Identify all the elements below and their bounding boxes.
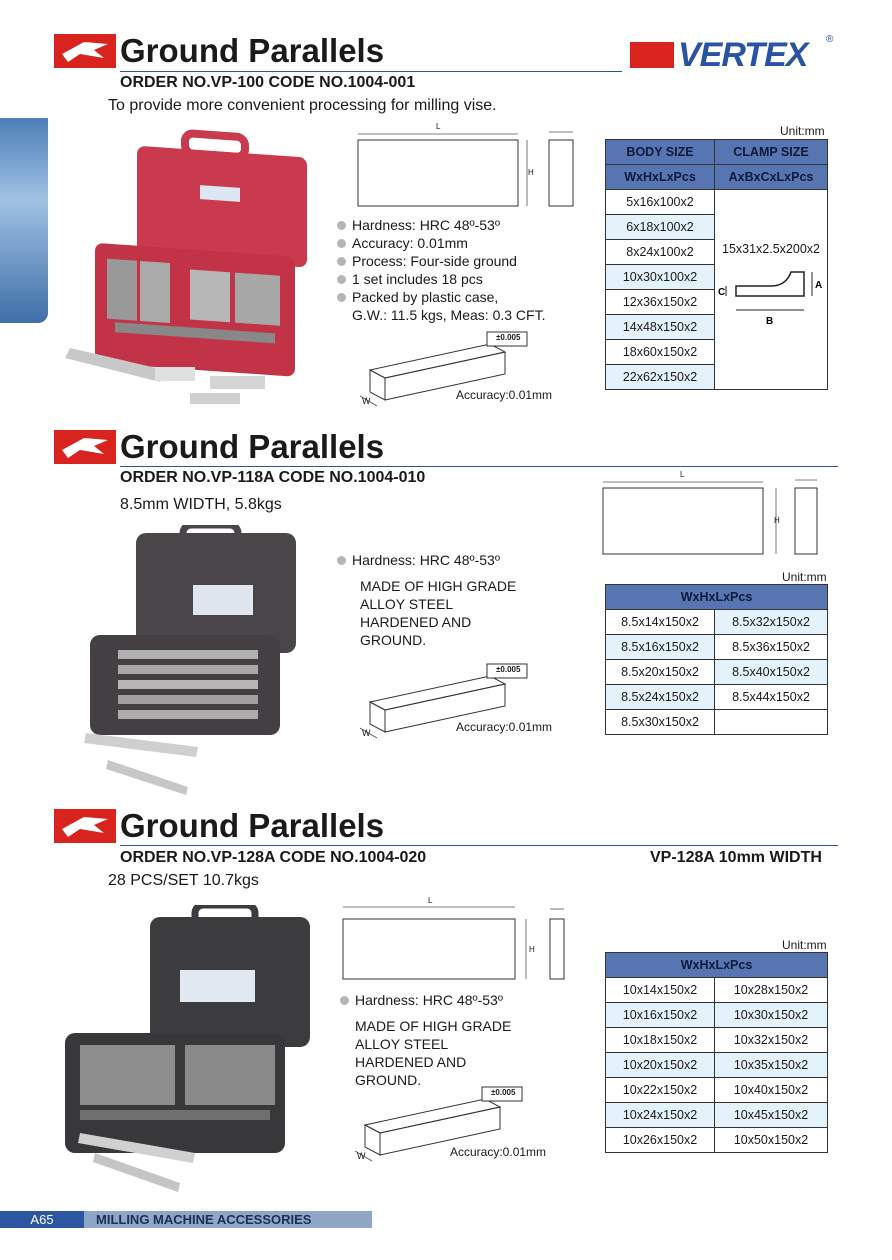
dim-label-l: L — [428, 896, 433, 905]
table-cell: 8.5x40x150x2 — [715, 660, 828, 685]
tolerance-label: ±0.005 — [491, 1088, 516, 1097]
order-number: ORDER NO.VP-100 CODE NO.1004-001 — [120, 74, 416, 91]
table-cell: 5x16x100x2 — [606, 190, 715, 215]
note-line: ALLOY STEEL — [355, 1036, 449, 1052]
brand-name: VERTEX — [678, 36, 808, 74]
order-number: ORDER NO.VP-118A CODE NO.1004-010 — [120, 469, 426, 486]
table-cell: 10x18x150x2 — [606, 1028, 715, 1053]
spec-item: Hardness: HRC 48º-53º — [337, 216, 545, 234]
table-subheader: AxBxCxLxPcs — [715, 165, 828, 190]
table-cell: 10x14x150x2 — [606, 978, 715, 1003]
spec-item-continued: G.W.: 11.5 kgs, Meas: 0.3 CFT. — [352, 307, 546, 323]
bullet-icon — [337, 556, 346, 565]
spec-item: Hardness: HRC 48º-53º — [337, 551, 516, 569]
title-rule — [120, 466, 838, 467]
accuracy-label: Accuracy:0.01mm — [456, 388, 553, 402]
size-table — [605, 139, 828, 390]
dim-label-h: H — [529, 945, 535, 954]
table-cell: 22x62x150x2 — [606, 365, 715, 390]
dim-label-h: H — [528, 168, 534, 177]
table-cell: 10x45x150x2 — [715, 1103, 828, 1128]
dim-label-w: W — [357, 1151, 366, 1161]
clamp-size-cell — [715, 190, 828, 390]
footer-category: MILLING MACHINE ACCESSORIES — [96, 1212, 312, 1227]
note-line: GROUND. — [360, 632, 427, 648]
dim-label-l: L — [680, 470, 685, 479]
section-subtitle: 8.5mm WIDTH, 5.8kgs — [120, 496, 282, 513]
bullet-icon — [340, 996, 349, 1005]
spec-list — [337, 551, 516, 649]
section-title: Ground Parallels — [120, 428, 385, 465]
spec-list — [337, 216, 545, 324]
table-cell: 8x24x100x2 — [606, 240, 715, 265]
section-title: Ground Parallels — [120, 32, 385, 69]
note-line: HARDENED AND — [355, 1054, 467, 1070]
clamp-label-a: A — [815, 280, 823, 291]
note-line: HARDENED AND — [360, 614, 472, 630]
eagle-logo-icon — [54, 430, 116, 464]
note-line: ALLOY STEEL — [360, 596, 454, 612]
note-line: GROUND. — [355, 1072, 422, 1088]
tolerance-label: ±0.005 — [496, 665, 521, 674]
eagle-logo-icon — [54, 809, 116, 843]
dim-label-w: W — [362, 728, 371, 738]
dimension-diagram — [340, 895, 570, 985]
table-cell: 12x36x150x2 — [606, 290, 715, 315]
product-photo-dark-case — [78, 525, 308, 805]
section-subtitle: 28 PCS/SET 10.7kgs — [108, 872, 259, 889]
table-cell: 8.5x16x150x2 — [606, 635, 715, 660]
unit-label: Unit:mm — [782, 570, 827, 584]
table-cell: 10x30x150x2 — [715, 1003, 828, 1028]
accuracy-label: Accuracy:0.01mm — [456, 720, 553, 734]
table-cell: 8.5x30x150x2 — [606, 710, 715, 735]
clamp-size-value: 15x31x2.5x200x2 — [722, 242, 820, 256]
bullet-icon — [337, 239, 346, 248]
bullet-icon — [337, 275, 346, 284]
spec-item: Accuracy: 0.01mm — [337, 234, 545, 252]
bullet-icon — [337, 221, 346, 230]
eagle-logo-icon — [54, 34, 116, 68]
accuracy-label: Accuracy:0.01mm — [450, 1145, 547, 1159]
table-header: BODY SIZE — [606, 140, 715, 165]
bullet-icon — [337, 293, 346, 302]
size-table — [605, 952, 828, 1153]
note-line: MADE OF HIGH GRADE — [355, 1018, 512, 1034]
side-decoration-image — [0, 118, 48, 323]
size-table — [605, 584, 828, 735]
section-subtitle: To provide more convenient processing for milling vise. — [108, 97, 497, 114]
section-title: Ground Parallels — [120, 807, 385, 844]
table-cell: 8.5x36x150x2 — [715, 635, 828, 660]
table-cell: 10x28x150x2 — [715, 978, 828, 1003]
bullet-icon — [337, 257, 346, 266]
table-cell: 8.5x32x150x2 — [715, 610, 828, 635]
table-cell: 10x40x150x2 — [715, 1078, 828, 1103]
table-cell: 8.5x44x150x2 — [715, 685, 828, 710]
table-cell: 10x32x150x2 — [715, 1028, 828, 1053]
tolerance-label: ±0.005 — [496, 333, 521, 342]
table-cell: 14x48x150x2 — [606, 315, 715, 340]
product-photo-red-case — [55, 120, 315, 420]
spec-item: Packed by plastic case, — [337, 288, 545, 306]
spec-item: 1 set includes 18 pcs — [337, 270, 545, 288]
dimension-diagram — [355, 122, 580, 212]
table-cell: 8.5x20x150x2 — [606, 660, 715, 685]
table-cell: 6x18x100x2 — [606, 215, 715, 240]
spec-list — [340, 991, 511, 1089]
table-header: WxHxLxPcs — [606, 585, 828, 610]
clamp-label-b: B — [766, 316, 774, 327]
dim-label-h: H — [774, 516, 780, 525]
clamp-label-c: C — [718, 287, 726, 298]
product-photo-grey-case — [55, 905, 315, 1200]
page-number: A65 — [0, 1211, 84, 1228]
clamp-profile-diagram — [716, 264, 826, 334]
dimension-diagram — [600, 470, 830, 560]
table-header: CLAMP SIZE — [715, 140, 828, 165]
table-cell: 10x22x150x2 — [606, 1078, 715, 1103]
table-cell: 10x30x100x2 — [606, 265, 715, 290]
table-subheader: WxHxLxPcs — [606, 165, 715, 190]
unit-label: Unit:mm — [780, 124, 825, 138]
table-cell: 10x24x150x2 — [606, 1103, 715, 1128]
title-rule — [120, 845, 838, 846]
dim-label-l: L — [436, 122, 441, 131]
registered-mark: ® — [826, 34, 834, 45]
table-cell — [715, 710, 828, 735]
table-header: WxHxLxPcs — [606, 953, 828, 978]
note-line: MADE OF HIGH GRADE — [360, 578, 517, 594]
table-cell: 10x16x150x2 — [606, 1003, 715, 1028]
table-cell: 8.5x14x150x2 — [606, 610, 715, 635]
table-cell: 10x50x150x2 — [715, 1128, 828, 1153]
title-rule — [120, 71, 622, 72]
table-cell: 18x60x150x2 — [606, 340, 715, 365]
dim-label-w: W — [362, 396, 371, 406]
table-cell: 10x26x150x2 — [606, 1128, 715, 1153]
vertex-logo — [630, 34, 834, 74]
table-cell: 8.5x24x150x2 — [606, 685, 715, 710]
order-number: ORDER NO.VP-128A CODE NO.1004-020 — [120, 849, 427, 866]
table-cell: 10x35x150x2 — [715, 1053, 828, 1078]
spec-item: Hardness: HRC 48º-53º — [340, 991, 511, 1009]
unit-label: Unit:mm — [782, 938, 827, 952]
spec-item: Process: Four-side ground — [337, 252, 545, 270]
order-width-note: VP-128A 10mm WIDTH — [650, 849, 822, 866]
table-cell: 10x20x150x2 — [606, 1053, 715, 1078]
